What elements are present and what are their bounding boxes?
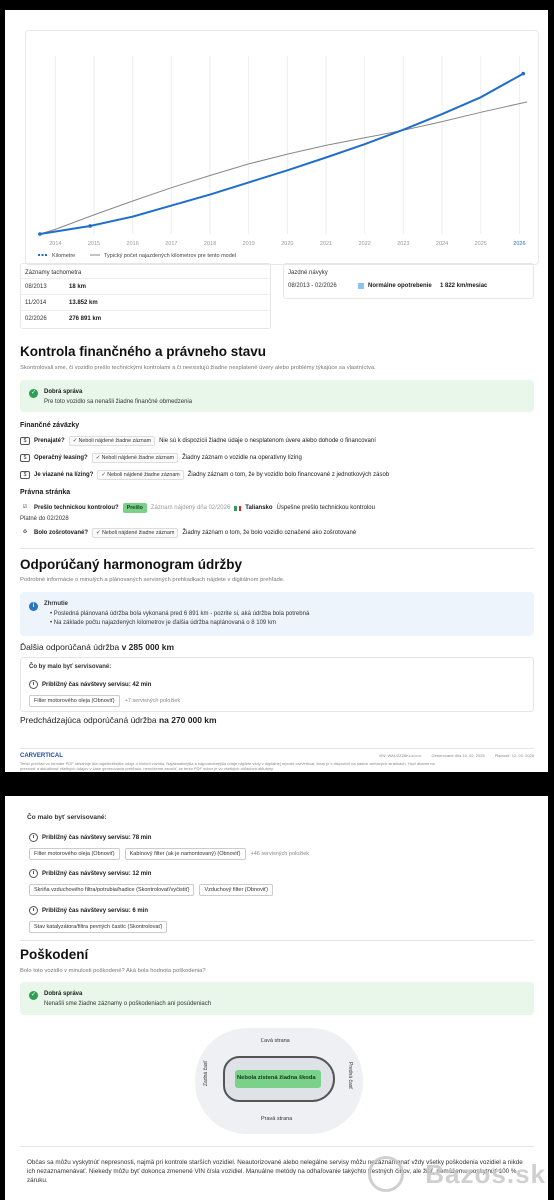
legend-label: Typický počet najazdených kilometrov pre tento model xyxy=(104,253,237,259)
x-tick-label: 2021 xyxy=(319,241,333,247)
summary-box xyxy=(20,592,534,636)
service-tags xyxy=(29,848,309,860)
inspection-question: Prešlo technickou kontrolou? xyxy=(34,505,119,511)
should-service-title-2: Čo malo byť servisované: xyxy=(27,814,107,821)
series-line-typical xyxy=(40,102,527,234)
legal-row-inspection xyxy=(20,503,375,513)
finance-title: Kontrola finančného a právneho stavu xyxy=(20,344,267,359)
good-news-text: Pre toto vozidlo sa nenašli žiadne finančné obmedzenia xyxy=(44,399,193,405)
carvertical-logo: CARVERTICAL xyxy=(20,753,63,759)
legal-heading: Právna stránka xyxy=(20,489,71,496)
divider xyxy=(20,940,534,941)
mileage-chart xyxy=(25,30,539,265)
x-tick-label: 2025 xyxy=(474,241,487,247)
service-time: Približný čas návštevy servisu: 78 min xyxy=(42,834,152,841)
maintenance-subtitle: Podrobné informácie o minulých a plánovaných servisných prehliadkach nájdete v digitálnom prehľade. xyxy=(20,577,285,583)
status-badge-text: Neboli nájdené žiadne záznam xyxy=(101,530,175,536)
checklist-icon: ☑ xyxy=(22,504,28,510)
mileage-chart-svg xyxy=(26,31,540,266)
footer xyxy=(20,753,534,771)
status-badge-text: Neboli nájdené žiadne záznam xyxy=(107,472,180,478)
driving-value: 1 822 km/mesiac xyxy=(440,283,488,289)
rear-label: Zadná časť xyxy=(203,1060,209,1086)
x-tick-label: 2026 xyxy=(513,241,526,247)
status-badge: ✓ Neboli nájdené žiadne záznam xyxy=(92,528,178,538)
x-tick-label: 2015 xyxy=(87,241,101,247)
check-icon: ✓ xyxy=(30,390,37,396)
service-time-row xyxy=(29,833,151,842)
odo-date: 11/2014 xyxy=(25,299,47,306)
summary-text-1: Posledná plánovaná údržba bola vykonaná pred 6 891 km - pozrite si, aká údržba bola potrebná xyxy=(53,611,310,617)
recycle-icon: ♻ xyxy=(22,529,28,535)
clock-icon xyxy=(29,833,38,842)
driving-habits-title: Jazdné návyky xyxy=(288,270,328,276)
status-badge: ✓ Neboli nájdené žiadne záznam xyxy=(69,436,155,446)
watermark: Bazos.sk xyxy=(425,1159,546,1189)
odo-km: 13.852 km xyxy=(69,299,98,306)
legal-row-scrapped xyxy=(20,528,356,538)
odometer-table-title: Záznamy tachometra xyxy=(25,270,82,276)
finance-row xyxy=(20,436,376,446)
footer-valid: Platnosť: 12. 03. 2026 xyxy=(494,753,534,758)
summary-text-2: Na základe počtu najazdených kilometrov je ďalšia údržba naplánovaná o 8 109 km xyxy=(53,620,276,626)
x-tick-label: 2020 xyxy=(281,241,294,247)
service-time-row xyxy=(29,869,151,878)
service-tags xyxy=(29,884,273,896)
watermark-logo-icon xyxy=(368,1156,404,1192)
service-time: Približný čas návštevy servisu: 6 min xyxy=(42,907,149,914)
odo-date: 08/2013 xyxy=(25,283,47,290)
service-tag: Vzduchový filter (Obnoviť) xyxy=(199,884,273,896)
next-maintenance xyxy=(20,642,174,652)
previous-maintenance-label: Predchádzajúca odporúčaná údržba xyxy=(20,715,159,725)
clock-icon xyxy=(29,906,38,915)
clock-icon xyxy=(29,869,38,878)
damage-subtitle: Bolo toto vozidlo v minulosti poškodené? Aká bola hodnota poškodenia? xyxy=(20,968,206,974)
data-point xyxy=(521,72,525,76)
inspection-valid: Platné do 02/2028 xyxy=(20,516,69,522)
check-icon: ✓ xyxy=(30,992,37,998)
good-news-title: Dobrá správa xyxy=(44,389,83,395)
scrapped-question: Bolo zošrotované? xyxy=(34,530,89,536)
finance-desc: Žiadny záznam o tom, že by vozidlo bolo financované z jednotkových zásob xyxy=(187,472,390,478)
service-time-row xyxy=(29,680,151,689)
service-tag: Filter motorového oleja (Obnoviť) xyxy=(29,848,120,860)
good-news-title: Dobrá správa xyxy=(44,991,83,997)
service-tag: Filter motorového oleja (Obnoviť) xyxy=(29,695,120,707)
maintenance-title: Odporúčaný harmonogram údržby xyxy=(20,557,243,572)
damage-good-news xyxy=(20,982,534,1015)
service-tags xyxy=(29,921,167,933)
series-line-kilometre xyxy=(40,74,523,234)
table-row xyxy=(21,294,270,310)
footer-vin: VIN: WAUZZZ8K••••••••• xyxy=(378,753,422,758)
odo-km: 276 891 km xyxy=(69,315,102,322)
finance-desc: Nie sú k dispozícii žiadne údaje o nesplatenom úvere alebo dohode o financovaní xyxy=(159,438,376,444)
status-badge: ✓ Neboli nájdené žiadne záznam xyxy=(92,453,178,463)
summary-line-1: • Posledná plánovaná údržba bola vykonaná pred 6 891 km - pozrite si, aká údržba bola potrebná xyxy=(50,611,310,617)
money-icon: $ xyxy=(20,454,30,462)
table-row xyxy=(21,310,270,326)
left-side-label: Ľavá strana xyxy=(261,1038,290,1044)
divider xyxy=(20,748,534,749)
x-tick-label: 2016 xyxy=(126,241,139,247)
driving-habits xyxy=(283,263,534,299)
no-damage-label: Nebola zistená žiadna škoda xyxy=(237,1075,316,1081)
inspection-found: Záznam nájdený dňa 02/2026 xyxy=(150,505,231,511)
data-point xyxy=(38,232,42,236)
service-tag: Skriňa vzduchového filtra/potrubia/hadice (Skontrolovať/vyčistiť) xyxy=(29,884,194,896)
should-service-title: Čo by malo byť servisované: xyxy=(29,664,112,670)
finance-question: Je viazané na lízing? xyxy=(34,472,94,478)
x-tick-label: 2023 xyxy=(397,241,410,247)
inspection-desc: Úspešne prešlo technickou kontrolou xyxy=(276,505,375,511)
status-badge: ✓ Neboli nájdené žiadne záznam xyxy=(97,470,183,480)
driving-range: 08/2013 - 02/2026 xyxy=(288,283,337,289)
driving-label: Normálne opotrebenie xyxy=(368,283,432,289)
previous-maintenance xyxy=(20,715,217,725)
legend-swatch xyxy=(358,283,364,289)
data-point xyxy=(88,224,92,228)
summary-line-2: • Na základe počtu najazdených kilometrov je ďalšia údržba naplánovaná o 8 109 km xyxy=(50,620,276,626)
footer-disclaimer: Tento prehľad vo formáte PDF obsahuje iba najdôležitejšie údaje o histórii vozidla. Najaktuálnejšia a najpodrobnejšia údaje nájdete vždy v digitálnej reporte carVertical, ktorý je k dispozícii na našich webových stránkach. Hoci dbáme na presnosť a aktuálnosť všetkých údajov v čase generovania prehľadu, nemôžeme zaručiť, že tento PDF súbor je vo všetkých ohľadoch aktuálny. xyxy=(20,761,435,771)
table-row xyxy=(21,278,270,294)
odo-date: 02/2026 xyxy=(25,315,47,322)
damage-title: Poškodení xyxy=(20,947,89,962)
odometer-table xyxy=(20,263,271,329)
service-items-box xyxy=(20,657,534,712)
x-tick-label: 2022 xyxy=(358,241,371,247)
money-icon: $ xyxy=(20,437,30,445)
more-items-link[interactable]: +46 servisných položiek xyxy=(250,851,310,857)
finance-row xyxy=(20,453,302,463)
right-side-label: Pravá strana xyxy=(261,1116,293,1122)
next-maintenance-km: v 285 000 km xyxy=(121,642,175,652)
status-badge-text: Neboli nájdené žiadne záznam xyxy=(78,438,152,444)
finance-question: Operačný leasing? xyxy=(34,455,88,461)
report-page-1 xyxy=(5,10,548,772)
money-icon: $ xyxy=(20,471,30,479)
info-icon: i xyxy=(29,602,38,611)
service-time-row xyxy=(29,906,148,915)
summary-title: Zhrnutie xyxy=(44,601,68,607)
car-icon xyxy=(223,1056,335,1102)
driving-habits-row xyxy=(284,278,533,294)
inspection-badge: Prešlo xyxy=(123,503,147,513)
inspection-country: Taliansko xyxy=(245,505,273,511)
service-tags xyxy=(29,695,180,707)
x-tick-label: 2019 xyxy=(242,241,255,247)
more-items-link[interactable]: +7 servisných položiek xyxy=(124,698,181,704)
report-page-2 xyxy=(5,796,548,1200)
odo-km: 18 km xyxy=(69,283,87,290)
finance-desc: Žiadny záznam o vozidle na operatívny lízing xyxy=(182,455,302,461)
x-tick-label: 2014 xyxy=(49,241,62,247)
damage-diagram xyxy=(195,1028,363,1134)
next-maintenance-label: Ďalšia odporúčaná údržba xyxy=(20,642,122,652)
good-news-box xyxy=(20,380,534,412)
service-tag: Stav katalyzátora/filtra pevných častíc (Skontrolovať) xyxy=(29,921,167,933)
x-tick-label: 2018 xyxy=(203,241,217,247)
good-news-text: Nenašli sme žiadne záznamy o poškodeniach ani posúdeniach xyxy=(44,1001,212,1007)
front-label: Predná časť xyxy=(347,1062,353,1090)
divider xyxy=(20,1146,534,1147)
service-tag: Kabínový filter (ak je namontovaný) (Obnoviť) xyxy=(125,848,246,860)
scrapped-desc: Žiadny záznam o tom, že bolo vozidlo označené ako zošrotované xyxy=(182,530,357,536)
finance-row xyxy=(20,470,389,480)
footer-generated: Generované dňa 10. 02. 2026 xyxy=(431,753,485,758)
financial-obligations-heading: Finančné záväzky xyxy=(20,422,80,429)
previous-maintenance-km: na 270 000 km xyxy=(158,715,217,725)
divider xyxy=(20,548,534,549)
status-badge-text: Neboli nájdené žiadne záznam xyxy=(101,455,175,461)
clock-icon xyxy=(29,680,38,689)
finance-subtitle: Skontrolovali sme, či vozidlo prešlo technickými kontrolami a či neexistujú žiadne nesplatené úvery alebo problémy týkajúce sa vlastníctva. xyxy=(20,365,376,371)
x-tick-label: 2024 xyxy=(435,241,449,247)
x-tick-label: 2017 xyxy=(165,241,178,247)
service-time: Približný čas návštevy servisu: 12 min xyxy=(42,870,152,877)
service-time: Približný čas návštevy servisu: 42 min xyxy=(42,681,152,688)
legend-label: Kilometre xyxy=(52,253,76,259)
finance-question: Prenajaté? xyxy=(34,438,65,444)
italy-flag-icon xyxy=(234,506,241,511)
damage-note: Občas sa môžu vyskytnúť nepresnosti, najmä pri kontrole starších vozidiel. Neautorizované alebo nelegálne servisy môžu nezaznamenať vždy všetky poškodenia vozidiel a nikde ich nezaznamenávať. Niekedy môžu byť dokonca zmenené VIN čísla vozidiel. Manuálne metódy na odhaľovanie takýchto trestných činov, ale žiaľ, nemôžeme poskytnúť 100 % záruku. xyxy=(27,1159,523,1184)
